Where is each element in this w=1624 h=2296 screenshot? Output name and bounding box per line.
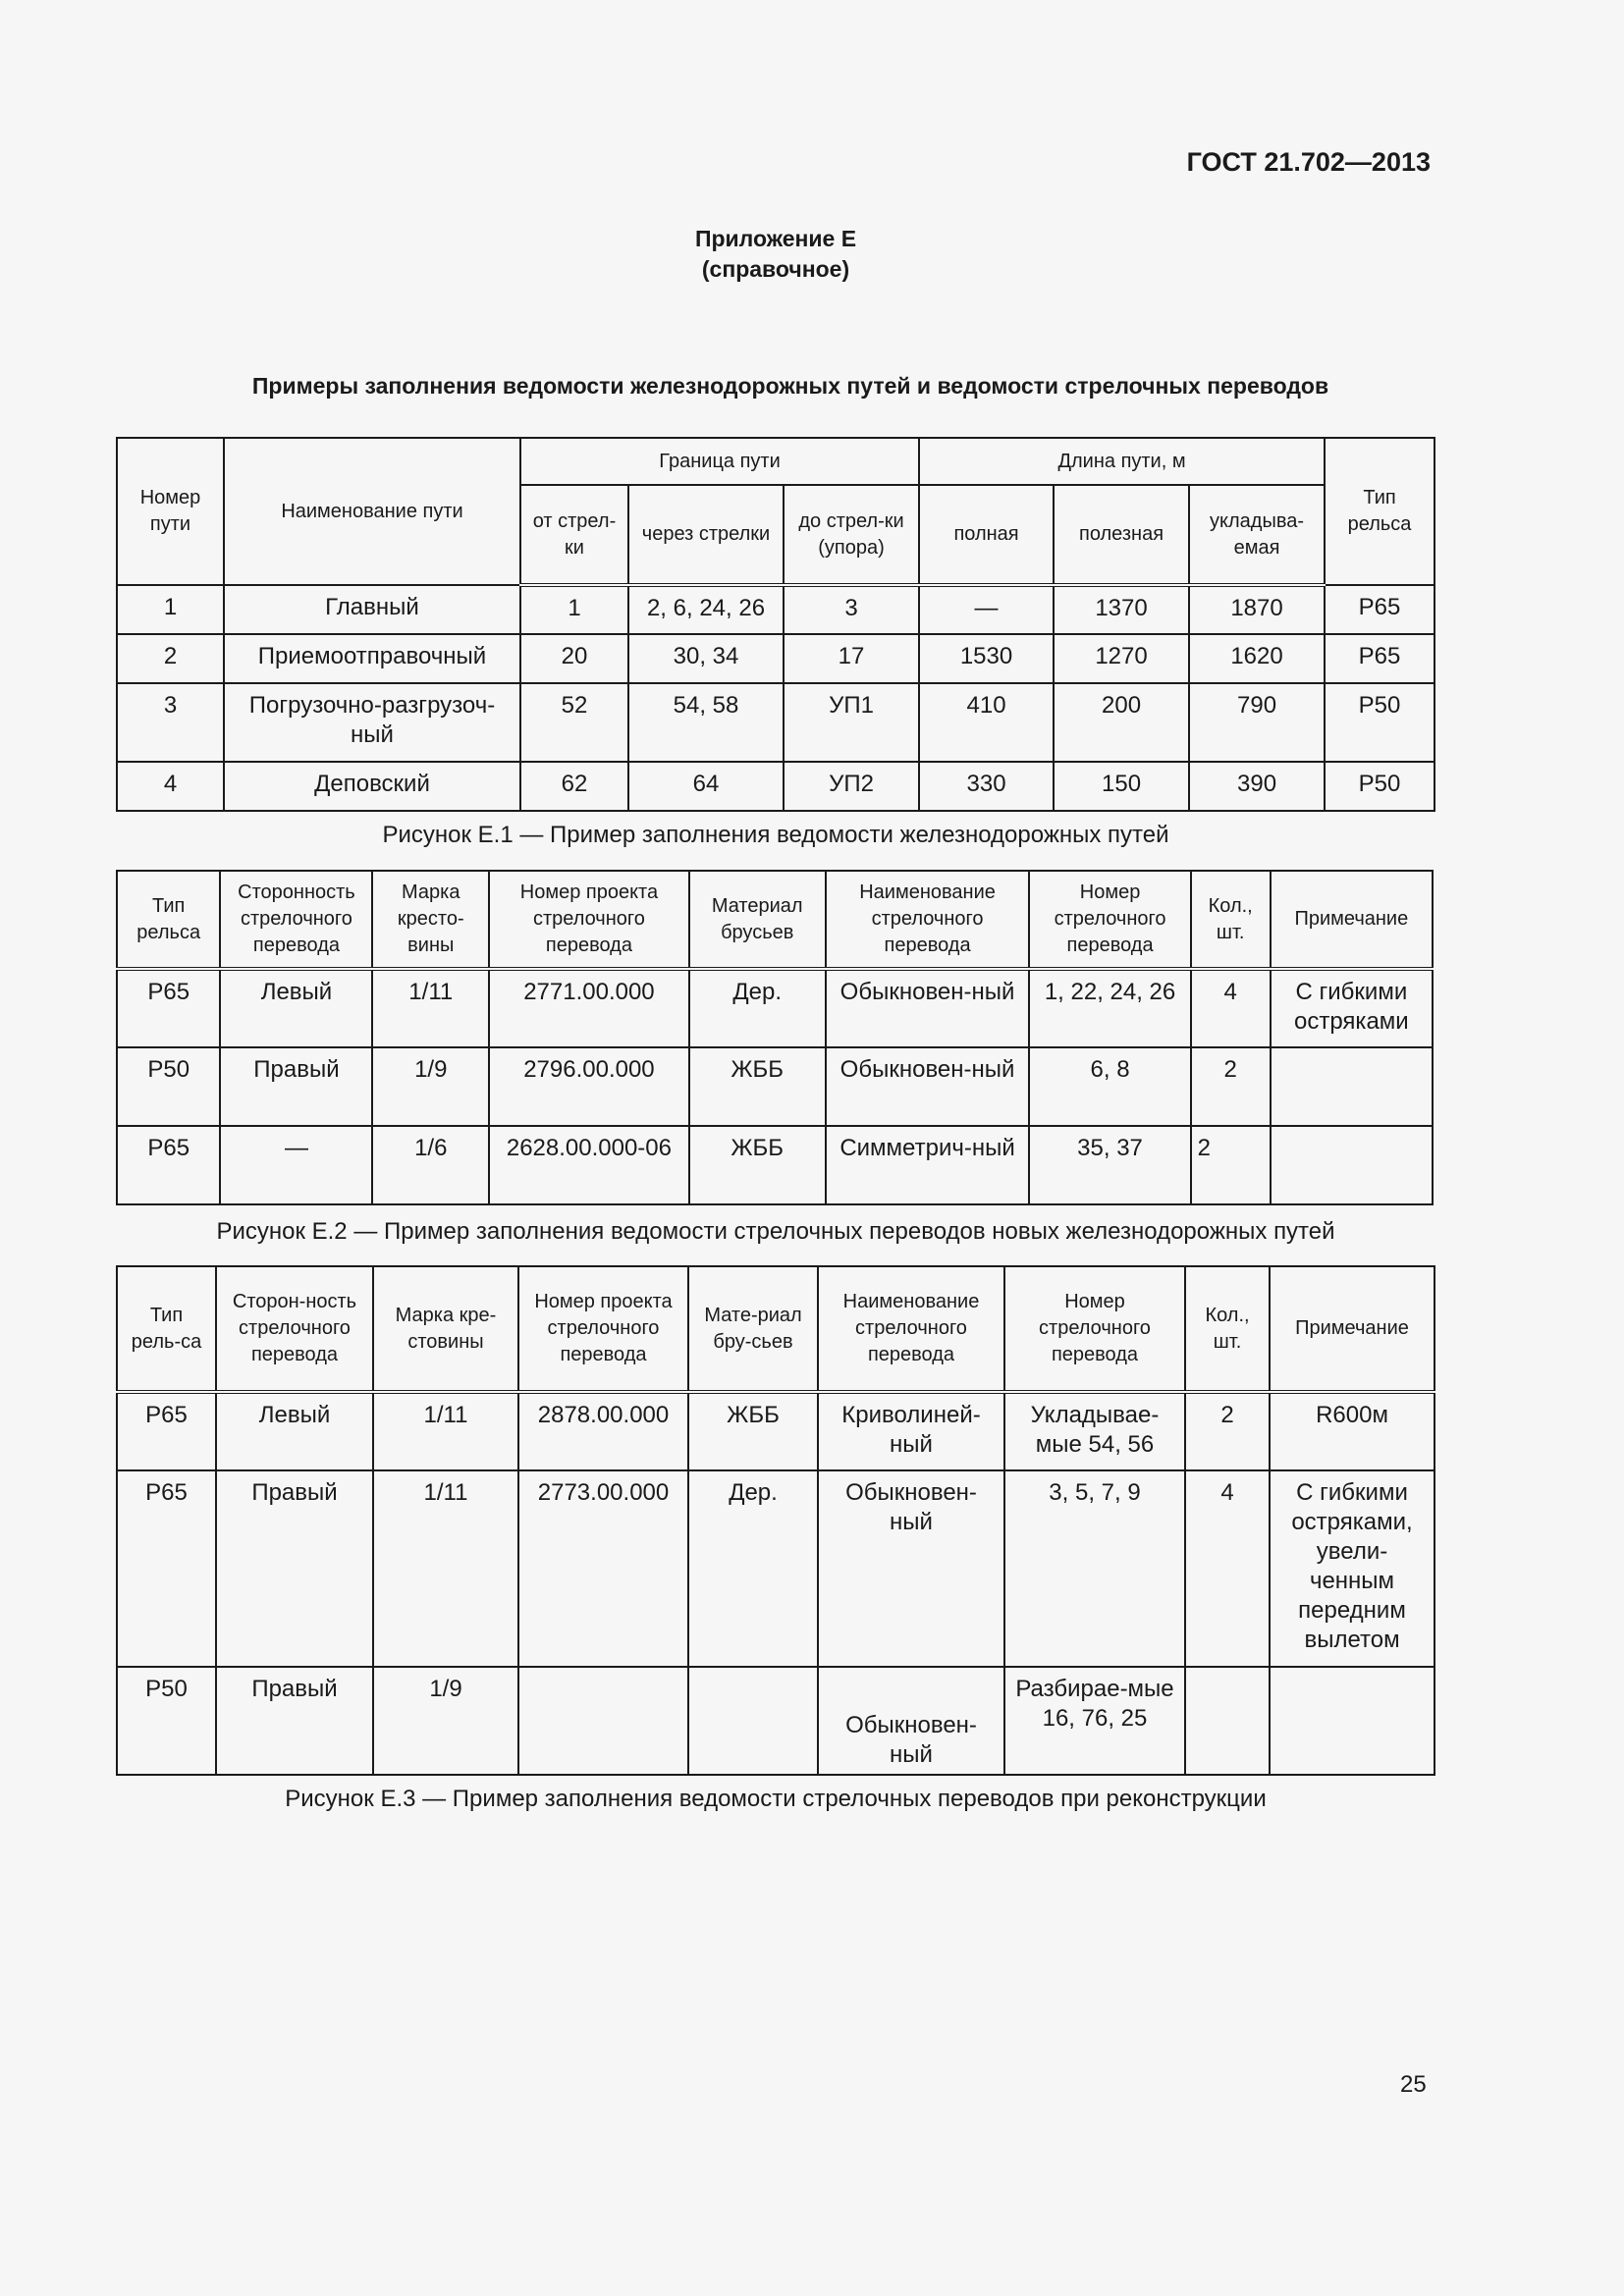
- reconstruction-switches-table: [116, 1265, 1435, 1776]
- table-cell: Симметрич-ный: [826, 1126, 1030, 1204]
- header-switch-name: Наименование стрелочного перевода: [826, 871, 1030, 969]
- table-cell: 4: [117, 762, 224, 811]
- table-row: [117, 969, 1433, 1047]
- table-cell: Дер.: [689, 969, 826, 1047]
- table-cell: 1870: [1189, 585, 1325, 634]
- header-track-name: Наименование пути: [224, 438, 520, 585]
- header-switch-number: Номер стрелочного перевода: [1029, 871, 1190, 969]
- table-cell: С гибкими остряками, увели-ченным передним вылетом: [1270, 1470, 1435, 1667]
- header-frog-grade: Марка кресто-вины: [372, 871, 489, 969]
- table-cell: 2: [1191, 1047, 1271, 1126]
- table-cell: R600м: [1270, 1392, 1435, 1470]
- table-cell: 2: [117, 634, 224, 683]
- table-cell: ЖББ: [689, 1047, 826, 1126]
- table-cell: Р65: [117, 1126, 220, 1204]
- table-cell: Р65: [1325, 585, 1435, 634]
- table-cell: [1185, 1667, 1270, 1775]
- table-cell: 2628.00.000-06: [489, 1126, 689, 1204]
- table-cell: 1270: [1054, 634, 1189, 683]
- table-cell: Р65: [117, 1392, 216, 1470]
- table-cell: 2796.00.000: [489, 1047, 689, 1126]
- header-to-switch: до стрел-ки (упора): [784, 485, 919, 585]
- table-cell: 2, 6, 24, 26: [628, 585, 784, 634]
- table-cell: Правый: [216, 1470, 373, 1667]
- table-cell: ЖББ: [689, 1126, 826, 1204]
- table-cell: 1/11: [372, 969, 489, 1047]
- header-from-switch: от стрел-ки: [520, 485, 628, 585]
- table-cell: 2878.00.000: [518, 1392, 688, 1470]
- table-cell: 3: [117, 683, 224, 762]
- table-cell: Левый: [220, 969, 372, 1047]
- table-cell: 150: [1054, 762, 1189, 811]
- header-length-laid: укладыва-емая: [1189, 485, 1325, 585]
- table-cell: 4: [1185, 1470, 1270, 1667]
- table-cell: Р50: [1325, 683, 1435, 762]
- table-cell: Р65: [117, 1470, 216, 1667]
- header-switch-number: Номер стрелочного перевода: [1004, 1266, 1185, 1392]
- table-cell: Р50: [1325, 762, 1435, 811]
- table-cell: Р65: [1325, 634, 1435, 683]
- table-cell: [1270, 1667, 1435, 1775]
- table-cell: УП2: [784, 762, 919, 811]
- section-title: Примеры заполнения ведомости железнодорожных путей и ведомости стрелочных переводов: [251, 373, 1329, 399]
- table-cell: 1530: [919, 634, 1054, 683]
- header-length-full: полная: [919, 485, 1054, 585]
- header-track-border: Граница пути: [520, 438, 919, 485]
- table-cell: 3: [784, 585, 919, 634]
- table-cell: 35, 37: [1029, 1126, 1190, 1204]
- table-cell: 200: [1054, 683, 1189, 762]
- table-cell: Приемоотправочный: [224, 634, 520, 683]
- table-cell: Правый: [220, 1047, 372, 1126]
- table-cell: Р65: [117, 969, 220, 1047]
- table-cell: Криволиней-ный: [818, 1392, 1004, 1470]
- new-switches-table: [116, 870, 1434, 1205]
- table-row: [117, 1047, 1433, 1126]
- header-note: Примечание: [1270, 1266, 1435, 1392]
- table-cell: Главный: [224, 585, 520, 634]
- table-cell: 1/11: [373, 1392, 518, 1470]
- table-cell: Обыкновен-ный: [826, 969, 1030, 1047]
- table-cell: 2771.00.000: [489, 969, 689, 1047]
- table-cell: 2: [1191, 1126, 1271, 1204]
- figure-caption-e2: Рисунок Е.2 — Пример заполнения ведомости стрелочных переводов новых железнодорожных путей: [216, 1218, 1335, 1245]
- table-cell: 1370: [1054, 585, 1189, 634]
- table-cell: Р50: [117, 1667, 216, 1775]
- table-cell: [1271, 1126, 1433, 1204]
- table-cell: ЖББ: [688, 1392, 818, 1470]
- table-cell: 1: [117, 585, 224, 634]
- table-row: [117, 1470, 1435, 1667]
- table-cell: 62: [520, 762, 628, 811]
- standard-designation: ГОСТ 21.702—2013: [1186, 147, 1431, 177]
- table-row: [117, 634, 1435, 683]
- table-cell: 54, 58: [628, 683, 784, 762]
- table-cell: 52: [520, 683, 628, 762]
- header-quantity: Кол., шт.: [1185, 1266, 1270, 1392]
- figure-caption-e1: Рисунок Е.1 — Пример заполнения ведомости железнодорожных путей: [382, 822, 1169, 848]
- table-cell: Дер.: [688, 1470, 818, 1667]
- table-cell: 20: [520, 634, 628, 683]
- table-cell: 1: [520, 585, 628, 634]
- table-cell: Погрузочно-разгрузоч-ный: [224, 683, 520, 762]
- table-cell: Правый: [216, 1667, 373, 1775]
- table-cell: Р50: [117, 1047, 220, 1126]
- table-cell: Разбирае-мые 16, 76, 25: [1004, 1667, 1185, 1775]
- table-row: [117, 762, 1435, 811]
- header-length-useful: полезная: [1054, 485, 1189, 585]
- table-cell: Обыкновен-ный: [818, 1470, 1004, 1667]
- table-cell: —: [220, 1126, 372, 1204]
- table-row: [117, 1126, 1433, 1204]
- header-frog-grade: Марка кре-стовины: [373, 1266, 518, 1392]
- header-note: Примечание: [1271, 871, 1433, 969]
- table-cell: 1/11: [373, 1470, 518, 1667]
- table-cell: С гибкими остряками: [1271, 969, 1433, 1047]
- railway-tracks-table: [116, 437, 1435, 812]
- table-cell: 1, 22, 24, 26: [1029, 969, 1190, 1047]
- table-cell: 2773.00.000: [518, 1470, 688, 1667]
- table-cell: 390: [1189, 762, 1325, 811]
- table-cell: 410: [919, 683, 1054, 762]
- appendix-name: Приложение Е: [694, 226, 857, 251]
- table-cell: Обыкновен-ный: [826, 1047, 1030, 1126]
- table-cell: [518, 1667, 688, 1775]
- table-row: [117, 1392, 1435, 1470]
- appendix-kind: (справочное): [701, 256, 850, 282]
- table-row: [117, 683, 1435, 762]
- table-cell: УП1: [784, 683, 919, 762]
- header-rail-type: Тип рельса: [1325, 438, 1435, 585]
- table-cell: 1620: [1189, 634, 1325, 683]
- table-cell: 1/9: [373, 1667, 518, 1775]
- header-rail-type: Тип рельса: [117, 871, 220, 969]
- header-through-switches: через стрелки: [628, 485, 784, 585]
- header-switch-side: Сторон-ность стрелочного перевода: [216, 1266, 373, 1392]
- table-cell: Укладывае-мые 54, 56: [1004, 1392, 1185, 1470]
- header-switch-name: Наименование стрелочного перевода: [818, 1266, 1004, 1392]
- header-sleeper-material: Мате-риал бру-сьев: [688, 1266, 818, 1392]
- page-number: 25: [1400, 2071, 1427, 2098]
- table-cell: Обыкновен-ный: [818, 1667, 1004, 1775]
- table-cell: 330: [919, 762, 1054, 811]
- table-cell: Деповский: [224, 762, 520, 811]
- table-cell: Левый: [216, 1392, 373, 1470]
- header-project-number: Номер проекта стрелочного перевода: [489, 871, 689, 969]
- table-cell: [1271, 1047, 1433, 1126]
- table-cell: 6, 8: [1029, 1047, 1190, 1126]
- header-track-length: Длина пути, м: [919, 438, 1325, 485]
- header-rail-type: Тип рель-са: [117, 1266, 216, 1392]
- table-cell: —: [919, 585, 1054, 634]
- table-row: [117, 585, 1435, 634]
- table-cell: 2: [1185, 1392, 1270, 1470]
- table-cell: 1/6: [372, 1126, 489, 1204]
- header-quantity: Кол., шт.: [1191, 871, 1271, 969]
- table-row: [117, 1667, 1435, 1775]
- table-cell: 17: [784, 634, 919, 683]
- header-project-number: Номер проекта стрелочного перевода: [518, 1266, 688, 1392]
- header-track-number: Номер пути: [117, 438, 224, 585]
- table-cell: 1/9: [372, 1047, 489, 1126]
- header-switch-side: Сторонность стрелочного перевода: [220, 871, 372, 969]
- table-cell: 4: [1191, 969, 1271, 1047]
- figure-caption-e3: Рисунок Е.3 — Пример заполнения ведомости стрелочных переводов при реконструкции: [285, 1786, 1267, 1812]
- table-cell: 790: [1189, 683, 1325, 762]
- header-sleeper-material: Материал брусьев: [689, 871, 826, 969]
- table-cell: [688, 1667, 818, 1775]
- table-cell: 64: [628, 762, 784, 811]
- table-cell: 3, 5, 7, 9: [1004, 1470, 1185, 1667]
- table-cell: 30, 34: [628, 634, 784, 683]
